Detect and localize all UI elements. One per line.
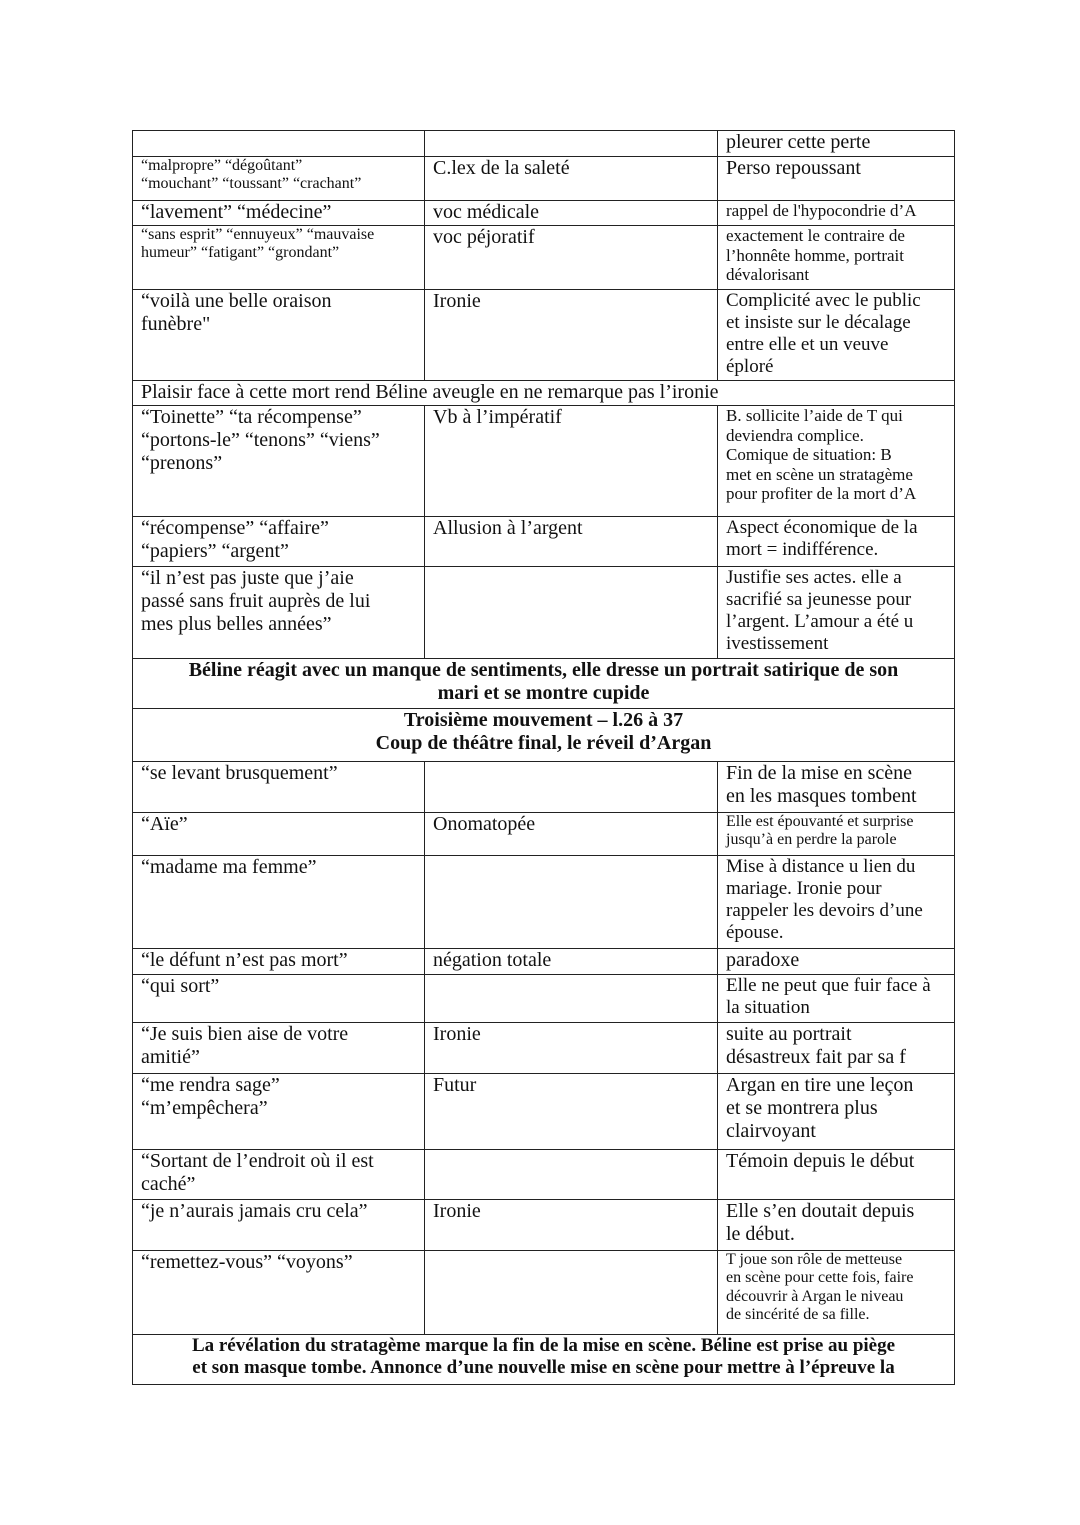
- table-row: [133, 709, 955, 762]
- summary-row: Béline réagit avec un manque de sentiments, elle dresse un portrait satirique de son mari et se montre cupide: [133, 659, 955, 709]
- table-row: [133, 949, 955, 975]
- table-row: [133, 813, 955, 856]
- device-cell: [425, 856, 718, 949]
- device-cell: Futur: [425, 1074, 718, 1150]
- device-cell: Ironie: [425, 1200, 718, 1251]
- quote-cell: “se levant brusquement”: [133, 762, 425, 813]
- table-row: [133, 131, 955, 157]
- interpretation-cell: Aspect économique de la mort = indifférence.: [718, 517, 955, 567]
- quote-cell: “me rendra sage” “m’empêchera”: [133, 1074, 425, 1150]
- quote-cell: “Je suis bien aise de votre amitié”: [133, 1023, 425, 1074]
- device-cell: [425, 1150, 718, 1200]
- table-row: [133, 1251, 955, 1335]
- summary-row: La révélation du stratagème marque la fin de la mise en scène. Béline est prise au piège et son masque tombe. Annonce d’une nouvelle mise en scène pour mettre à l’épreuve la: [133, 1335, 955, 1385]
- quote-cell: “je n’aurais jamais cru cela”: [133, 1200, 425, 1251]
- interpretation-cell: Elle est épouvanté et surprise jusqu’à en perdre la parole: [718, 813, 955, 856]
- interpretation-cell: suite au portrait désastreux fait par sa f: [718, 1023, 955, 1074]
- interpretation-cell: Perso repoussant: [718, 157, 955, 201]
- table-row: [133, 226, 955, 290]
- quote-cell: “il n’est pas juste que j’aie passé sans fruit auprès de lui mes plus belles années”: [133, 567, 425, 659]
- interpretation-cell: Fin de la mise en scène en les masques tombent: [718, 762, 955, 813]
- table-row: [133, 856, 955, 949]
- quote-cell: “Sortant de l’endroit où il est caché”: [133, 1150, 425, 1200]
- section-heading: Troisième mouvement – l.26 à 37 Coup de théâtre final, le réveil d’Argan: [133, 709, 955, 762]
- quote-cell: “lavement” “médecine”: [133, 201, 425, 226]
- table-row: [133, 201, 955, 226]
- table-row: [133, 1023, 955, 1074]
- quote-cell: “voilà une belle oraison funèbre": [133, 290, 425, 381]
- quote-cell: “le défunt n’est pas mort”: [133, 949, 425, 975]
- interpretation-cell: Mise à distance u lien du mariage. Ironie pour rappeler les devoirs d’une épouse.: [718, 856, 955, 949]
- quote-cell: [133, 131, 425, 157]
- quote-cell: “Toinette” “ta récompense” “portons-le” “tenons” “viens” “prenons”: [133, 406, 425, 517]
- table-row: [133, 1200, 955, 1251]
- interpretation-cell: pleurer cette perte: [718, 131, 955, 157]
- table-row: [133, 517, 955, 567]
- table-row: [133, 1335, 955, 1385]
- device-cell: Ironie: [425, 1023, 718, 1074]
- device-cell: C.lex de la saleté: [425, 157, 718, 201]
- table-row: [133, 567, 955, 659]
- analysis-table: [132, 130, 955, 1385]
- device-cell: négation totale: [425, 949, 718, 975]
- quote-cell: “remettez-vous” “voyons”: [133, 1251, 425, 1335]
- quote-cell: “récompense” “affaire” “papiers” “argent”: [133, 517, 425, 567]
- table-row: [133, 975, 955, 1023]
- interpretation-cell: Elle ne peut que fuir face à la situation: [718, 975, 955, 1023]
- interpretation-cell: Justifie ses actes. elle a sacrifié sa jeunesse pour l’argent. L’amour a été u ivestissement: [718, 567, 955, 659]
- device-cell: Ironie: [425, 290, 718, 381]
- device-cell: voc médicale: [425, 201, 718, 226]
- device-cell: voc péjoratif: [425, 226, 718, 290]
- table-row: [133, 157, 955, 201]
- quote-cell: “madame ma femme”: [133, 856, 425, 949]
- quote-cell: “sans esprit” “ennuyeux” “mauvaise humeur” “fatigant” “grondant”: [133, 226, 425, 290]
- summary-row: Plaisir face à cette mort rend Béline aveugle en ne remarque pas l’ironie: [133, 381, 955, 406]
- table-row: [133, 659, 955, 709]
- quote-cell: “malpropre” “dégoûtant” “mouchant” “toussant” “crachant”: [133, 157, 425, 201]
- interpretation-cell: B. sollicite l’aide de T qui deviendra complice. Comique de situation: B met en scène un stratagème pour profiter de la mort d’A: [718, 406, 955, 517]
- interpretation-cell: Complicité avec le public et insiste sur le décalage entre elle et un veuve éploré: [718, 290, 955, 381]
- table-row: [133, 406, 955, 517]
- table-row: [133, 1074, 955, 1150]
- interpretation-cell: T joue son rôle de metteuse en scène pour cette fois, faire découvrir à Argan le niveau de sincérité de sa fille.: [718, 1251, 955, 1335]
- interpretation-cell: Elle s’en doutait depuis le début.: [718, 1200, 955, 1251]
- device-cell: Vb à l’impératif: [425, 406, 718, 517]
- device-cell: Allusion à l’argent: [425, 517, 718, 567]
- table-row: [133, 381, 955, 406]
- quote-cell: “qui sort”: [133, 975, 425, 1023]
- interpretation-cell: paradoxe: [718, 949, 955, 975]
- quote-cell: “Aïe”: [133, 813, 425, 856]
- interpretation-cell: Témoin depuis le début: [718, 1150, 955, 1200]
- interpretation-cell: Argan en tire une leçon et se montrera plus clairvoyant: [718, 1074, 955, 1150]
- device-cell: [425, 975, 718, 1023]
- interpretation-cell: exactement le contraire de l’honnête homme, portrait dévalorisant: [718, 226, 955, 290]
- device-cell: [425, 762, 718, 813]
- table-row: [133, 290, 955, 381]
- interpretation-cell: rappel de l'hypocondrie d’A: [718, 201, 955, 226]
- table-row: [133, 762, 955, 813]
- device-cell: [425, 567, 718, 659]
- table-row: [133, 1150, 955, 1200]
- device-cell: Onomatopée: [425, 813, 718, 856]
- device-cell: [425, 1251, 718, 1335]
- device-cell: [425, 131, 718, 157]
